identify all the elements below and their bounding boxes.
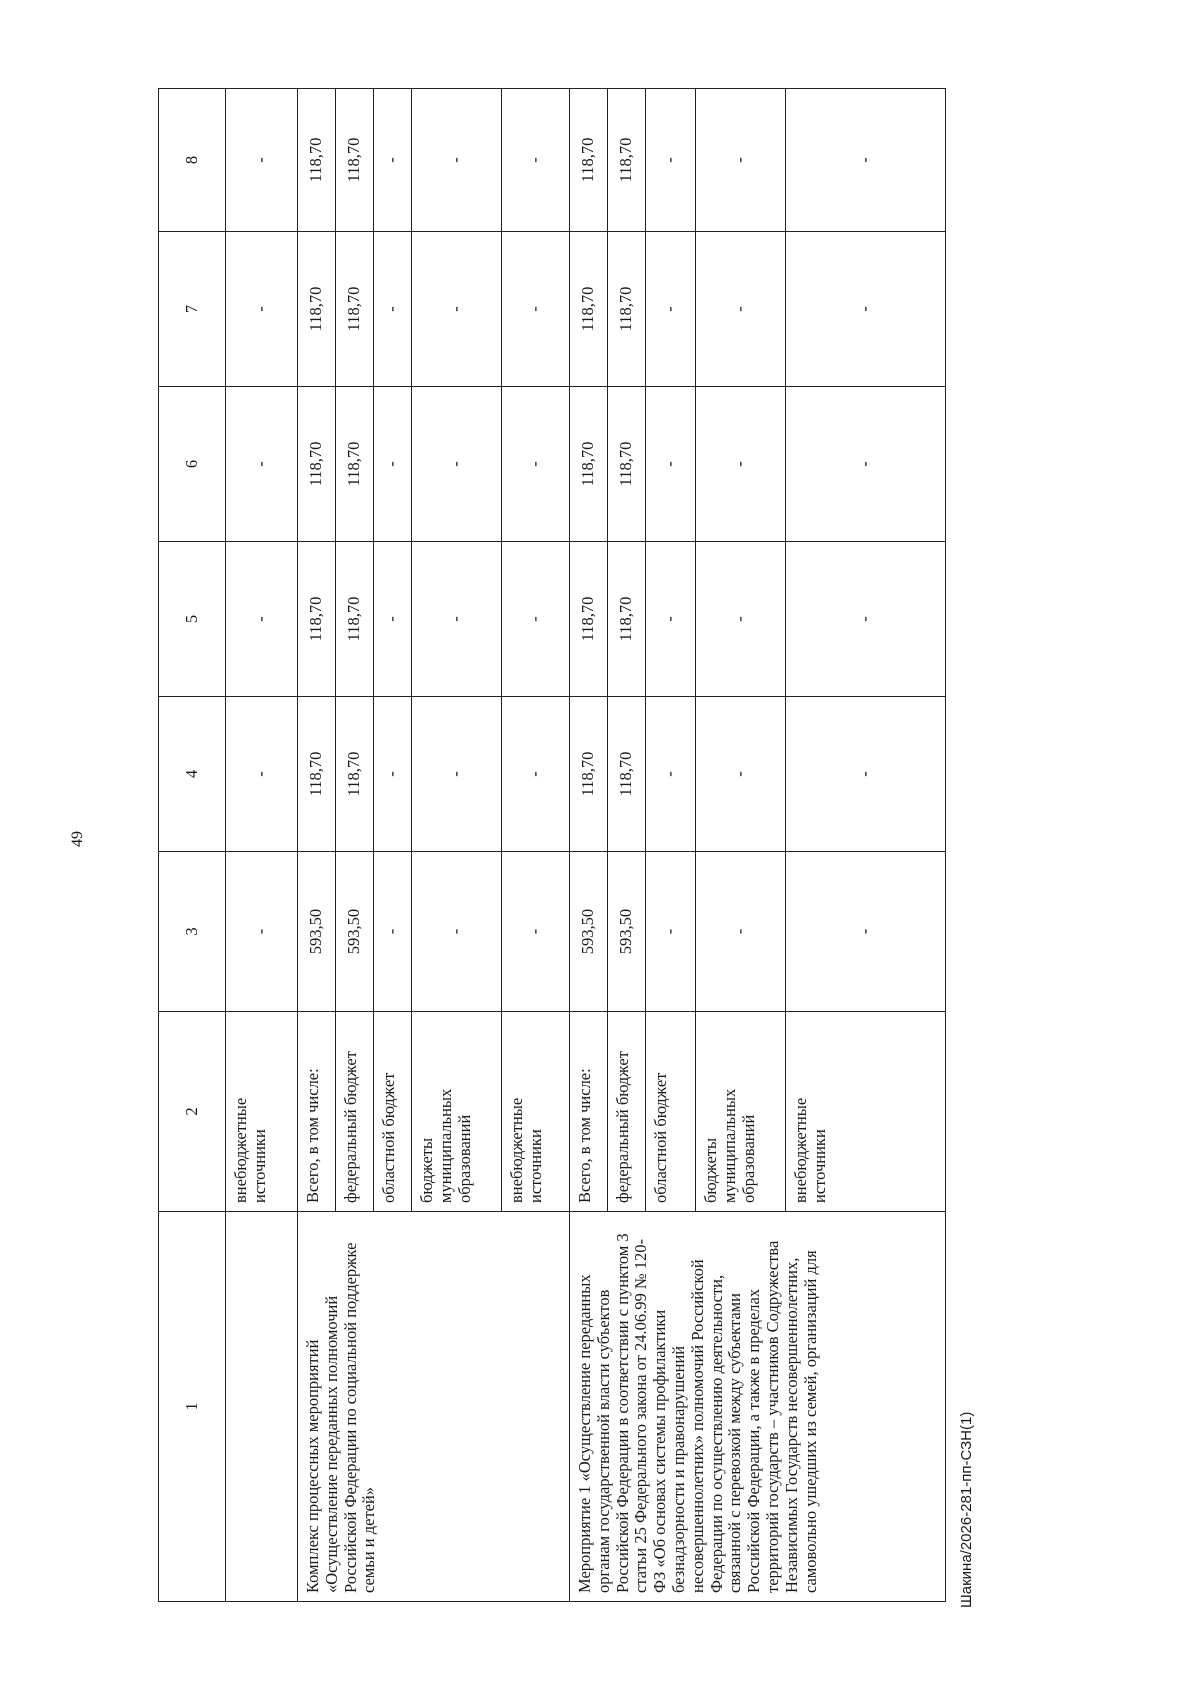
funding-source-cell: Всего, в том числе: (298, 1012, 336, 1212)
value-cell: - (226, 852, 298, 1012)
funding-source-cell: внебюджетные источники (786, 1012, 946, 1212)
value-cell: - (646, 697, 696, 852)
value-cell: 118,70 (336, 387, 374, 542)
value-cell: - (646, 232, 696, 387)
value-cell: 118,70 (336, 89, 374, 232)
funding-source-cell: бюджеты муниципальных образований (412, 1012, 502, 1212)
value-cell: - (786, 697, 946, 852)
value-cell: - (696, 232, 786, 387)
value-cell: 118,70 (336, 697, 374, 852)
value-cell: - (412, 852, 502, 1012)
value-cell: - (226, 89, 298, 232)
value-cell: - (502, 697, 570, 852)
value-cell: - (502, 89, 570, 232)
value-cell: 118,70 (608, 542, 646, 697)
header-cell: 2 (159, 1012, 226, 1212)
value-cell: - (696, 697, 786, 852)
value-cell: 118,70 (298, 697, 336, 852)
value-cell: 118,70 (608, 232, 646, 387)
value-cell: - (502, 542, 570, 697)
page-number: 49 (69, 831, 86, 847)
value-cell: - (502, 387, 570, 542)
value-cell: 118,70 (570, 89, 608, 232)
value-cell: 593,50 (298, 852, 336, 1012)
program-title-cell: Мероприятие 1 «Осуществление переданных органам государственной власти субъектов Российской Федерации в соответствии с пунктом 3 статьи 25 Федерального закона от 24.06.99 № 120-ФЗ «Об основах системы профилактики безнадзорности и правонарушений несовершеннолетних» полномочий Российской Федерации по осуществлению деятельности, связанной с перевозкой между субъектами Российской Федерации, а также в пределах территорий государств – участников Содружества Независимых Государств несовершеннолетних, самовольно ушедших из семей, организаций для (570, 1212, 946, 1602)
funding-table (158, 88, 946, 1602)
value-cell: - (412, 387, 502, 542)
header-cell: 7 (159, 232, 226, 387)
value-cell: - (646, 542, 696, 697)
value-cell: - (226, 387, 298, 542)
value-cell: 118,70 (298, 232, 336, 387)
document-code: Шакина/2026-281-пп-СЗН(1) (958, 1411, 975, 1608)
value-cell: - (786, 387, 946, 542)
header-row (159, 89, 226, 1602)
value-cell: - (374, 89, 412, 232)
header-cell: 5 (159, 542, 226, 697)
value-cell: - (696, 852, 786, 1012)
value-cell: 118,70 (608, 89, 646, 232)
value-cell: - (696, 387, 786, 542)
value-cell: - (786, 89, 946, 232)
value-cell: - (412, 542, 502, 697)
value-cell: - (374, 542, 412, 697)
value-cell: - (412, 89, 502, 232)
funding-source-cell: внебюджетные источники (502, 1012, 570, 1212)
value-cell: - (502, 232, 570, 387)
funding-source-cell: внебюджетные источники (226, 1012, 298, 1212)
table-row (298, 89, 336, 1602)
program-title-cell (226, 1212, 298, 1602)
value-cell: - (226, 542, 298, 697)
header-cell: 6 (159, 387, 226, 542)
value-cell: 593,50 (608, 852, 646, 1012)
value-cell: - (412, 232, 502, 387)
value-cell: - (696, 542, 786, 697)
funding-source-cell: бюджеты муниципальных образований (696, 1012, 786, 1212)
value-cell: - (646, 387, 696, 542)
header-cell: 1 (159, 1212, 226, 1602)
value-cell: - (696, 89, 786, 232)
value-cell: 118,70 (570, 387, 608, 542)
value-cell: - (646, 89, 696, 232)
funding-source-cell: федеральный бюджет (608, 1012, 646, 1212)
value-cell: 118,70 (608, 387, 646, 542)
value-cell: - (226, 232, 298, 387)
value-cell: 118,70 (608, 697, 646, 852)
value-cell: - (646, 852, 696, 1012)
value-cell: - (374, 697, 412, 852)
header-cell: 4 (159, 697, 226, 852)
funding-source-cell: областной бюджет (374, 1012, 412, 1212)
funding-source-cell: федеральный бюджет (336, 1012, 374, 1212)
value-cell: 118,70 (570, 697, 608, 852)
header-cell: 3 (159, 852, 226, 1012)
value-cell: 593,50 (336, 852, 374, 1012)
value-cell: 118,70 (570, 232, 608, 387)
table-row (226, 89, 298, 1602)
value-cell: 118,70 (298, 542, 336, 697)
value-cell: 118,70 (336, 232, 374, 387)
value-cell: - (226, 697, 298, 852)
value-cell: - (374, 852, 412, 1012)
table-row (570, 89, 608, 1602)
value-cell: - (374, 387, 412, 542)
funding-source-cell: областной бюджет (646, 1012, 696, 1212)
header-cell: 8 (159, 89, 226, 232)
value-cell: 118,70 (336, 542, 374, 697)
value-cell: 118,70 (298, 89, 336, 232)
rotated-table-container (158, 89, 1158, 1602)
value-cell: 593,50 (570, 852, 608, 1012)
value-cell: - (412, 697, 502, 852)
program-title-cell: Комплекс процессных мероприятий «Осуществление переданных полномочий Российской Федерации по социальной поддержке семьи и детей» (298, 1212, 570, 1602)
value-cell: - (374, 232, 412, 387)
value-cell: - (786, 542, 946, 697)
value-cell: - (786, 852, 946, 1012)
value-cell: - (502, 852, 570, 1012)
value-cell: 118,70 (570, 542, 608, 697)
value-cell: 118,70 (298, 387, 336, 542)
value-cell: - (786, 232, 946, 387)
funding-source-cell: Всего, в том числе: (570, 1012, 608, 1212)
